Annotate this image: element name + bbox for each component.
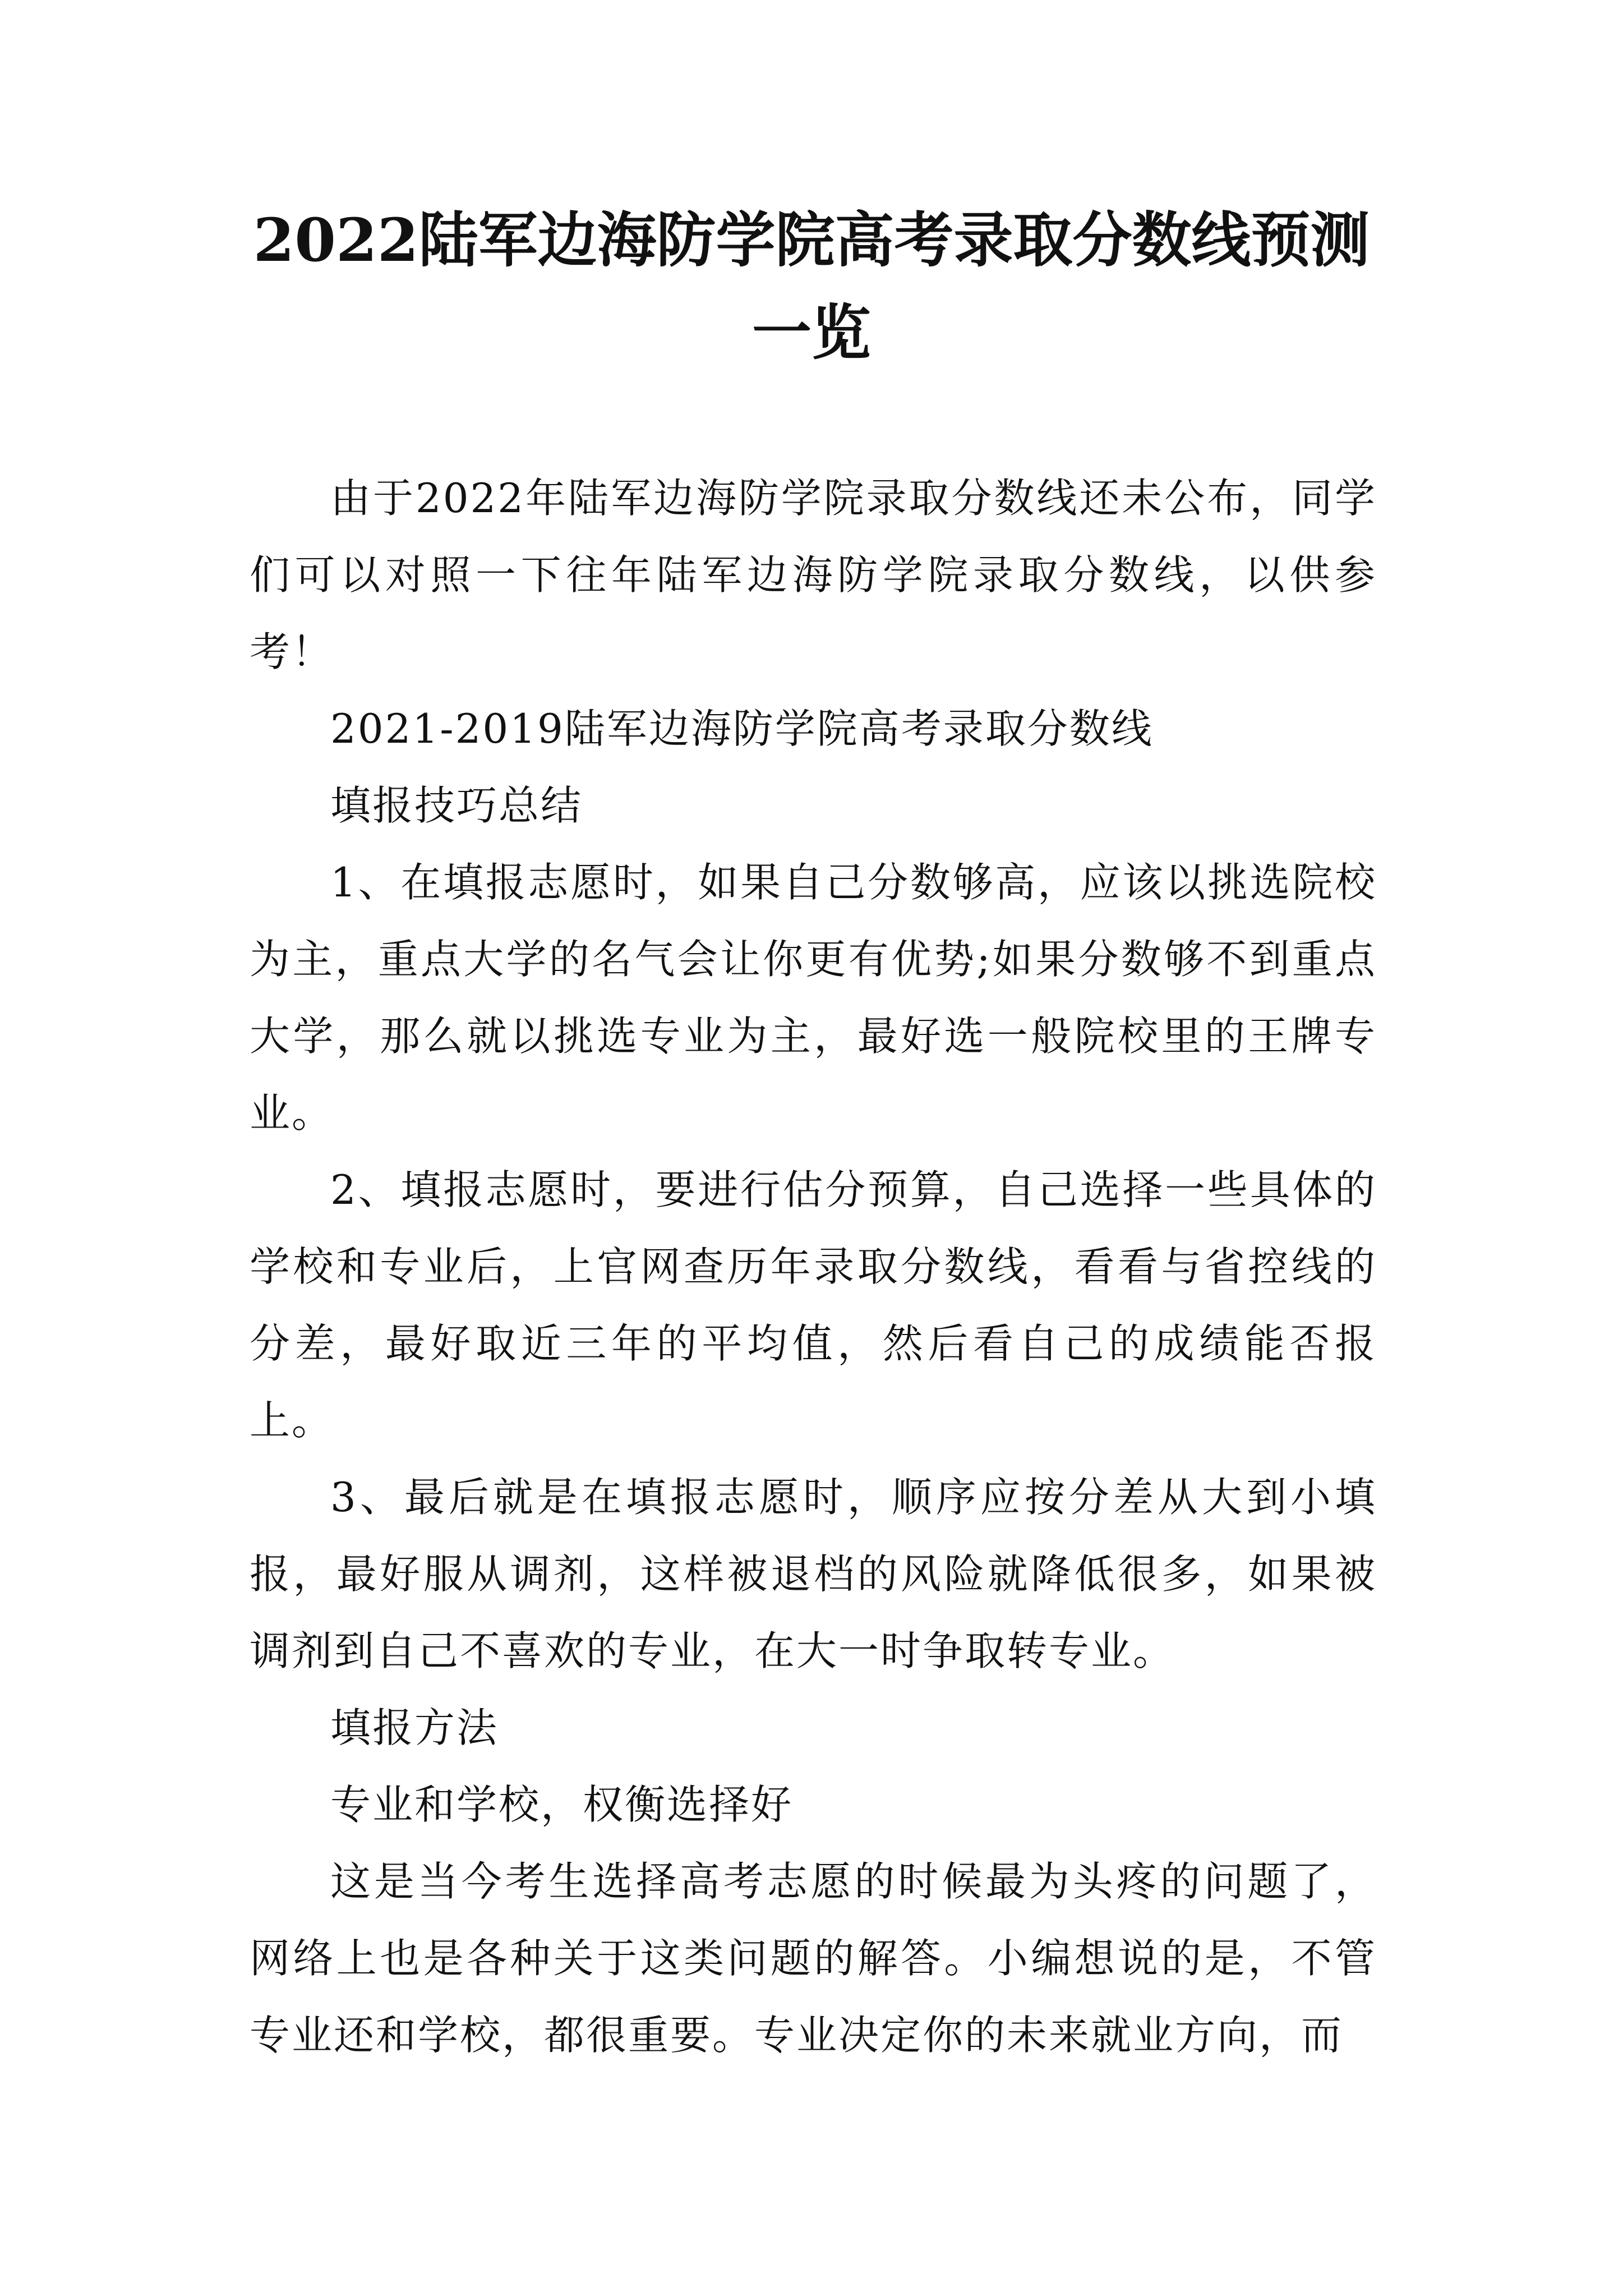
paragraph-tip-2: 2、填报志愿时，要进行估分预算，自己选择一些具体的学校和专业后，上官网查历年录取分数线，看看与省控线的分差，最好取近三年的平均值，然后看自己的成绩能否报上。: [250, 1166, 1377, 1444]
paragraph-method-heading: 填报方法: [330, 1704, 499, 1751]
paragraph-tip-3: 3、最后就是在填报志愿时，顺序应按分差从大到小填报，最好服从调剂，这样被退档的风险就降低很多，如果被调剂到自己不喜欢的专业，在大一时争取转专业。: [250, 1474, 1377, 1674]
document-title: 2022陆军边海防学院高考录取分数线预测一览: [253, 205, 1370, 367]
document-body: [250, 460, 1377, 2074]
paragraph-method-subheading: 专业和学校，权衡选择好: [330, 1781, 794, 1828]
paragraph-tip-1: 1、在填报志愿时，如果自己分数够高，应该以挑选院校为主，重点大学的名气会让你更有优势;如果分数够不到重点大学，那么就以挑选专业为主，最好选一般院校里的王牌专业。: [250, 859, 1377, 1137]
paragraph-tips-heading: 填报技巧总结: [330, 782, 583, 829]
paragraph-method-text: 这是当今考生选择高考志愿的时候最为头疼的问题了，网络上也是各种关于这类问题的解答。小编想说的是，不管专业还和学校，都很重要。专业决定你的未来就业方向，而: [250, 1858, 1377, 2059]
paragraph-score-heading: 2021-2019陆军边海防学院高考录取分数线: [330, 705, 1154, 752]
paragraph-intro: 由于2022年陆军边海防学院录取分数线还未公布，同学们可以对照一下往年陆军边海防学院录取分数线，以供参考！: [250, 475, 1377, 675]
